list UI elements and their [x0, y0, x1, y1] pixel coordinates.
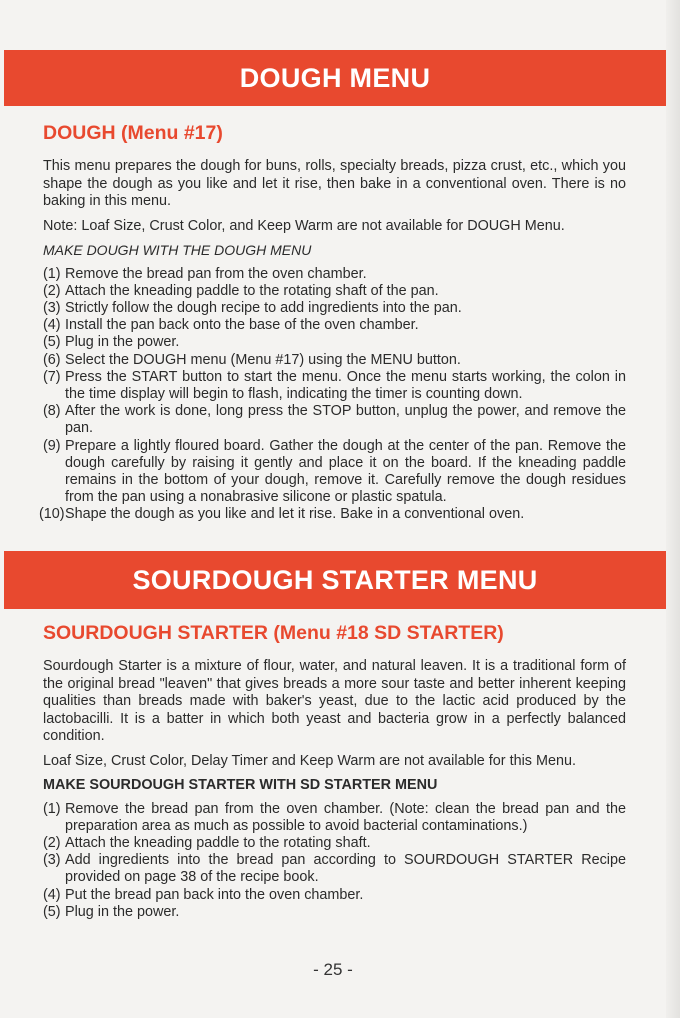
dough-steps-list — [39, 265, 626, 524]
sourdough-intro: Sourdough Starter is a mixture of flour, water, and natural leaven. It is a traditional form of the original bread "leaven" that gives breads a more sour taste and better inherent keeping qualities than breads made with baker's yeast, due to the lactic acid produced by the lactobacilli. It is a batter in which both yeast and bacteria grow in a perfectly balanced condition. — [43, 658, 626, 744]
dough-step: (8) After the work is done, long press the STOP button, unplug the power, and remove the pan. — [43, 403, 626, 437]
sourdough-step: (2) Attach the kneading paddle to the rotating shaft. — [43, 834, 371, 851]
dough-step: (10) Shape the dough as you like and let it rise. Bake in a conventional oven. — [39, 506, 525, 523]
dough-step: (7) Press the START button to start the menu. Once the menu starts working, the colon in the time display will begin to flash, indicating the timer is counting down. — [43, 368, 626, 402]
dough-section — [39, 121, 626, 524]
sourdough-steps-list — [43, 801, 626, 921]
page-edge — [666, 0, 680, 1018]
dough-step: (4) Install the pan back onto the base of the oven chamber. — [43, 317, 419, 334]
dough-title: DOUGH (Menu #17) — [43, 122, 223, 144]
dough-subheading: MAKE DOUGH WITH THE DOUGH MENU — [43, 242, 312, 258]
sourdough-section — [43, 621, 626, 921]
dough-step: (9) Prepare a lightly floured board. Gather the dough at the center of the pan. Remove the dough carefully by raising it gently and place it on the board. If the kneading paddle remains in the bottom of your dough, remove it. Carefully remove the dough residues from the pan using a nonabrasive silicone or plastic spatula. — [43, 437, 626, 506]
sourdough-step: (3) Add ingredients into the bread pan according to SOURDOUGH STARTER Recipe provided on page 38 of the recipe book. — [43, 852, 626, 886]
dough-intro: This menu prepares the dough for buns, rolls, specialty breads, pizza crust, etc., which you shape the dough as you like and let it rise, then bake in a conventional oven. There is no baking in this menu. — [43, 158, 626, 209]
sourdough-title: SOURDOUGH STARTER (Menu #18 SD STARTER) — [43, 622, 504, 644]
dough-step: (6) Select the DOUGH menu (Menu #17) using the MENU button. — [43, 351, 461, 368]
sourdough-step: (4) Put the bread pan back into the oven chamber. — [43, 886, 364, 903]
dough-step: (5) Plug in the power. — [43, 334, 180, 351]
sourdough-step: (5) Plug in the power. — [43, 903, 180, 920]
sourdough-step: (1) Remove the bread pan from the oven chamber. (Note: clean the bread pan and the preparation area as much as possible to avoid bacterial contaminations.) — [43, 800, 626, 834]
dough-step: (2) Attach the kneading paddle to the rotating shaft of the pan. — [43, 282, 439, 299]
dough-step: (3) Strictly follow the dough recipe to add ingredients into the pan. — [43, 299, 462, 316]
sourdough-menu-banner: SOURDOUGH STARTER MENU — [4, 551, 666, 609]
page-number: - 25 - — [313, 960, 353, 979]
dough-step: (1) Remove the bread pan from the oven chamber. — [43, 265, 367, 282]
sourdough-subheading: MAKE SOURDOUGH STARTER WITH SD STARTER MENU — [43, 777, 438, 793]
dough-menu-banner: DOUGH MENU — [4, 50, 666, 106]
sourdough-note: Loaf Size, Crust Color, Delay Timer and Keep Warm are not available for this Menu. — [43, 752, 576, 769]
dough-note: Note: Loaf Size, Crust Color, and Keep Warm are not available for DOUGH Menu. — [43, 217, 565, 234]
